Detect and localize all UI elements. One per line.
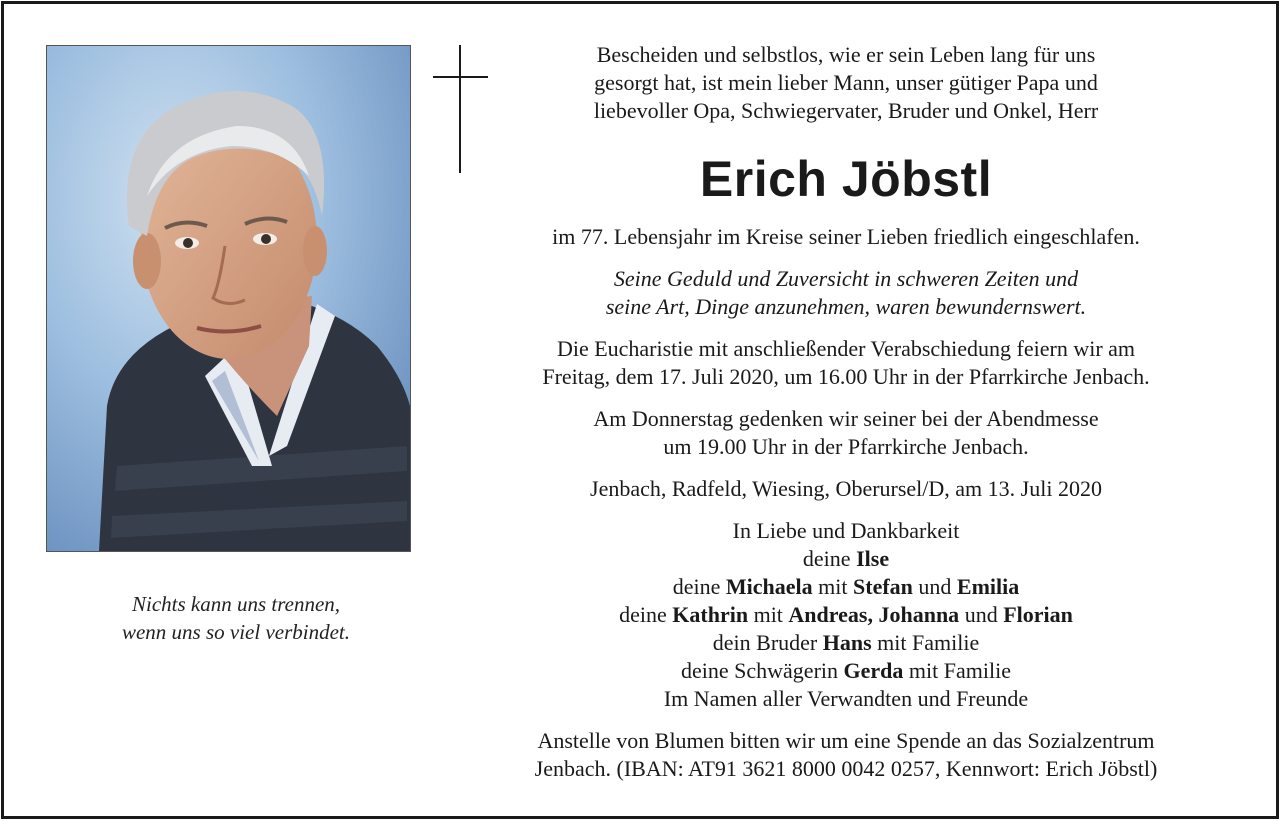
mourner-name: Kathrin	[672, 602, 749, 627]
mourners-opening: In Liebe und Dankbarkeit	[732, 518, 960, 543]
mourner-line	[440, 545, 1252, 573]
tribute-line: seine Art, Dinge anzunehmen, waren bewundernswert.	[605, 294, 1087, 319]
place-date: Jenbach, Radfeld, Wiesing, Oberursel/D, am 13. Juli 2020	[590, 476, 1102, 501]
mourner-line	[440, 629, 1252, 657]
mourner-text: deine	[619, 602, 673, 627]
mass-line: Am Donnerstag gedenken wir seiner bei der Abendmesse	[593, 406, 1099, 431]
mourner-line	[440, 573, 1252, 601]
mourner-name: Emilia	[956, 574, 1020, 599]
mourner-name: Hans	[822, 630, 872, 655]
donation-line: Jenbach. (IBAN: AT91 3621 8000 0042 0257, Kennwort: Erich Jöbstl)	[534, 756, 1158, 781]
mourner-text: mit Familie	[903, 658, 1011, 683]
intro-line: liebevoller Opa, Schwiegervater, Bruder und Onkel, Herr	[593, 98, 1099, 123]
mourner-name: Andreas, Johanna	[788, 602, 960, 627]
mourner-text: und	[912, 574, 957, 599]
age-line: im 77. Lebensjahr im Kreise seiner Lieben friedlich eingeschlafen.	[552, 224, 1140, 249]
tribute-line: Seine Geduld und Zuversicht in schweren Zeiten und	[613, 266, 1079, 291]
portrait-photo	[46, 45, 411, 552]
mass-line: um 19.00 Uhr in der Pfarrkirche Jenbach.	[663, 434, 1029, 459]
intro-line: Bescheiden und selbstlos, wie er sein Leben lang für uns	[596, 42, 1096, 67]
mourner-text: deine	[802, 546, 857, 571]
mourner-name: Gerda	[843, 658, 904, 683]
mourner-name: Stefan	[853, 574, 913, 599]
mourner-text: mit Familie	[871, 630, 980, 655]
deceased-name: Erich Jöbstl	[699, 151, 993, 207]
intro-line: gesorgt hat, ist mein lieber Mann, unser gütiger Papa und	[594, 70, 1098, 95]
mourner-text: deine Schwägerin	[681, 658, 844, 683]
mourner-text: mit	[812, 574, 854, 599]
closing-quote	[46, 590, 426, 646]
mourner-name: Ilse	[856, 546, 890, 571]
service-line: Freitag, dem 17. Juli 2020, um 16.00 Uhr in der Pfarrkirche Jenbach.	[542, 364, 1150, 389]
mourner-text: deine	[672, 574, 726, 599]
notice-text	[440, 41, 1252, 783]
mourner-text: dein Bruder	[712, 630, 823, 655]
quote-line: wenn uns so viel verbindet.	[121, 620, 351, 644]
mourner-line	[440, 657, 1252, 685]
mourner-name: Michaela	[725, 574, 813, 599]
mourners-closing: Im Namen aller Verwandten und Freunde	[663, 686, 1029, 711]
quote-line: Nichts kann uns trennen,	[131, 592, 341, 616]
mourner-name: Florian	[1003, 602, 1073, 627]
donation-line: Anstelle von Blumen bitten wir um eine Spende an das Sozialzentrum	[537, 728, 1155, 753]
service-line: Die Eucharistie mit anschließender Verabschiedung feiern wir am	[556, 336, 1136, 361]
mourner-line	[440, 601, 1252, 629]
mourner-text: und	[959, 602, 1004, 627]
portrait-illustration	[47, 46, 410, 551]
mourner-text: mit	[748, 602, 789, 627]
